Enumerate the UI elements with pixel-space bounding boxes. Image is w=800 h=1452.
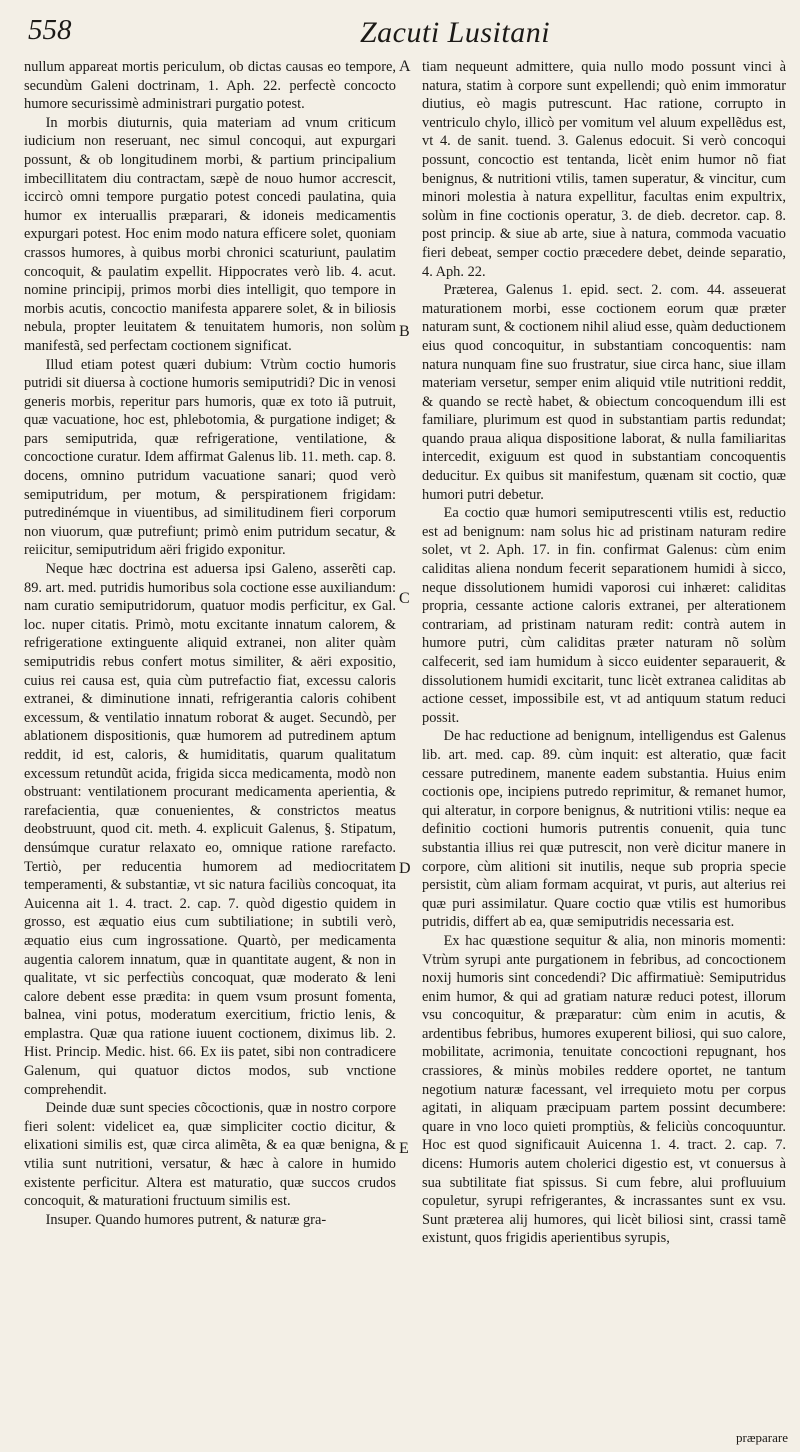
paragraph: Ea coctio quæ humori semiputrescenti vtilis est, reductio est ad benignum: nam solus hic ad pristinam naturam redire solet, vt 2. Aph. 17. in fin. confirmat Galenus: cùm enim caliditas aliena nondum fecerit separationem humidi à sicco, neque dissolutionem humidi vaporosi cui inhæret: caliditas propria, cessante actione caloris extranei, per alterationem contrariam, ad pristinam naturam redit: contrà autem in humore putri, cùm caliditas præter naturam nõ solùm calfecerit, sed iam humidum à sicco euidenter separauerit, & dissolutionem humidi excitarit, tunc licèt extranea caliditas ab actione cesset, impossibile est, vt ad antiquum statum reduci possit. — [422, 505, 786, 726]
paragraph: Insuper. Quando humores putrent, & naturæ gra- — [45, 1211, 327, 1228]
margin-letter-d: D — [399, 860, 411, 877]
catchword: præparare — [736, 1430, 788, 1445]
margin-letter-c: C — [399, 590, 410, 607]
paragraph: tiam nequeunt admittere, quia nullo modo possunt vinci à natura, statim à corpore sunt expellendi; quò enim immoratur diutius, eò magis putrescunt. Hac ratione, corrupto in ventriculo chylo, illicò per vomitum vel aluum expellẽdus est, vt 4. de sanit. tuend. 3. Galenus edocuit. Si verò concoqui possunt, concoctio est tentanda, licèt enim humor nõ fiat benignus, & nutritioni vtilis, tamen superatur, & vincitur, cum minori molestia à natura expellitur, facultas enim expultrix, solùm in fine coctionis operatur, 3. de dieb. decretor. cap. 8. post princip. & siue ab arte, siue à natura, commoda vacuatio fieri debeat, semper coctio præcedere debet, deinde separatio, 4. Aph. 22. — [422, 59, 786, 280]
margin-letter-b: B — [399, 323, 410, 340]
paragraph: Illud etiam potest quæri dubium: Vtrùm coctio humoris putridi sit diuersa à coctione humoris semiputridi? Dic in venosi generis morbis, reperitur pars humoris, quæ ex toto iã putruit, quæ vacuatione, hoc est, phlebotomia, & purgatione indiget; & pars semiputrida, quæ refrigeratione, ventilatione, & concoctione curatur. Idem affirmat Galenus lib. 11. meth. cap. 8. docens, omnino putridum vacuatione sanari; quod verò semiputridum, per motum, & perspirationem frigidam: putredinémque in viuentibus, ad similitudinem fieri corporum non viuorum, quæ putrefiunt; primò enim putridum secatur, & reiicitur, semiputridum aëri frigido exponitur. — [24, 356, 396, 559]
running-title: Zacuti Lusitani — [360, 16, 551, 49]
left-column — [24, 58, 396, 1229]
page-header — [22, 14, 792, 54]
paragraph: Præterea, Galenus 1. epid. sect. 2. com. 44. asseuerat maturationem morbi, esse coctionem eorum quæ præter naturam sunt, & coctionem nihil aliud esse, quàm deductionem eius quod concoquitur, in substantiam concoquentis: nam natura nunquam fine suo frustratur, siue circa hanc, siue illam materiam versetur, semper enim aliquid vtile nutritioni reddit, & quando se rectè habet, & obiectum concoquendum illi est familiare, plurimum est quod in substantiam partis redundat; quando praua aliqua dispositione laborat, & nulla familiaritas intercedit, exiguum est quod in substantiam concoquentis deducitur. Ex quibus sit manifestum, quænam sit coctio, quæ humori putri debetur. — [422, 282, 786, 503]
paragraph: Deinde duæ sunt species cõcoctionis, quæ in nostro corpore fieri solent: videlicet ea, quæ simpliciter coctio dicitur, & elixationi similis est, quæ circa alimẽta, & ea quæ benigna, & vtilia sunt nutritioni, versatur, & hæc à calore in humido existente perficitur. Altera est maturatio, quæ succos crudos concoquit, & maturationi fructuum similis est. — [24, 1100, 396, 1210]
paragraph: Neque hæc doctrina est aduersa ipsi Galeno, asserẽti cap. 89. art. med. putridis humoribus sola coctione esse auxiliandum: nam curatio semiputridorum, quatuor modis perficitur, ex Gal. loc. nuper citatis. Primò, motu excitante innatum calorem, & refrigeratione extinguente aliquid extranei, non aliter quàm semiputridis rebus confert motus similiter, & aëri expositio, cuius rei causa est, quia cùm putrefactio fiat, excessu caloris extranei, & diminutione innati, refrigerantia caloris cohibent excessum, & ventilatio innatum roborat & auget. Secundò, per ablationem dispositionis, quæ humorem ad putredinem aptum reddit, id est, caloris, & humiditatis, quarum qualitatum excessum retundũt acida, frigida sicca medicamenta, modò non obstruant: ventilationem procurant medicamenta aperientia, & rarefacientia, quæ conuenientes, & constrictos meatus deobstruunt, quod cit. meth. 4. explicuit Galenus, §. Stipatum, densúmque curatur relaxato eo, omnique ratione rarefacto. Tertiò, per reducentia humorem ad mediocritatem temperamenti, & substantiæ, vt sic natura faciliùs concoquat, ita Auicenna ait 1. 4. tract. 2. cap. 7. quòd digestio quidem in grosso, est æquatio eius cum subtiliatione; in subtili verò, æquatio eius cum ingrossatione. Quartò, per medicamenta augentia calorem innatum, quæ in quantitate augent, & non in qualitate, vt sic perfectiùs concoquat, quæ moderato & leni calore debent esse prædita: in quem vsum prosunt fomenta, balnea, vini potus, moderatum exercitium, frictio lenis, & emplastra. Quæ qua ratione iuuent coctionem, diximus lib. 2. Hist. Princip. Medic. hist. 66. Ex iis patet, sibi non contradicere Galenum, qui quatuor dictos modos, sub vnctione comprehendit. — [24, 561, 396, 1098]
margin-letter-e: E — [399, 1140, 409, 1157]
page-number: 558 — [28, 14, 72, 46]
right-column — [422, 58, 786, 1248]
paragraph: In morbis diuturnis, quia materiam ad vnum criticum iudicium non reseruant, nec simul concoqui, aut expurgari possunt, & ob longitudinem morbi, & partium principalium imbecillitatem diu contractam, sæpè de nouo humor accrescit, iccircò omni tempore purgatio potest concedi paulatina, quia humor ex interuallis præparari, & idoneis medicamentis expurgari potest. Hoc enim modo natura efficere solet, quoniam crassos humores, à quibus morbi chronici scaturiunt, paulatim concoquit, & paulatim expellit. Hippocrates verò lib. 4. acut. nomine principij, primos morbi dies intelligit, quo tempore in morbis acutis, concoctio manifesta apparere solet, & in biliosis nebula, propter leuitatem & tenuitatem humoris, non solùm manifestã, sed perfectam coctionem significat. — [24, 114, 396, 354]
paragraph: Ex hac quæstione sequitur & alia, non minoris momenti: Vtrùm syrupi ante purgationem in febribus, ad concoctionem noxij humoris sint concedendi? Dic affirmatiuè: Semiputridus enim humor, & qui ad gratiam naturæ reduci potest, illorum vsu concoquitur, & præparatur: cùm enim in acutis, & ardentibus febribus, humores exuperent biliosi, qui suo calore, mobilitate, acrimonia, tenuitate concoctioni repugnant, hos crassiores, & minùs mobiles reddere oportet, ne tantum negotium naturæ facessant, vel irrequieto motu per corpus agitati, in aliquam præcipuam partem possint decumbere: quare in vno loco quieti promptiùs, & feliciùs concoquuntur. Hoc est quod significauit Auicenna 1. 4. tract. 2. cap. 7. dicens: Humoris autem cholerici digestio est, vt conuersus à sua subtilitate fiat spissus. Si cum febre, alui profluuium copuletur, syrupi refrigerantes, & incrassantes sunt ex vsu. Sunt præterea alij humores, qui licèt biliosi sint, crassi tamẽ existunt, quos frigidis aperientibus syrupis, — [422, 932, 786, 1247]
margin-letter-a: A — [399, 58, 411, 75]
paragraph: nullum appareat mortis periculum, ob dictas causas eo tempore, secundùm Galeni doctrinam, 1. Aph. 22. perfectè concocto humore securissimè administrari purgatio potest. — [24, 59, 396, 113]
paragraph: De hac reductione ad benignum, intelligendus est Galenus lib. art. med. cap. 89. cùm inquit: est alteratio, quæ facit cessare putredinem, manente eadem substantia. Huius enim coctionis ope, incipiens putredo reprimitur, & remanet humor, qui alteratur, in corpore benignus, & nutritioni vtilis: neque ea definitio coctioni humoris putrentis conuenit, quia tunc substantia illius rei quæ putrescit, non verè dicitur manere in corpore, cùm alitioni sit inutilis, neque sub propria specie persistit, cùm aliam formam acquirat, vt puris, aut alterius rei quæ puri assimilatur. Quare coctio quæ vtilis est humoribus putridis, differt ab ea, quæ semiputridis necessaria est. — [422, 728, 786, 931]
